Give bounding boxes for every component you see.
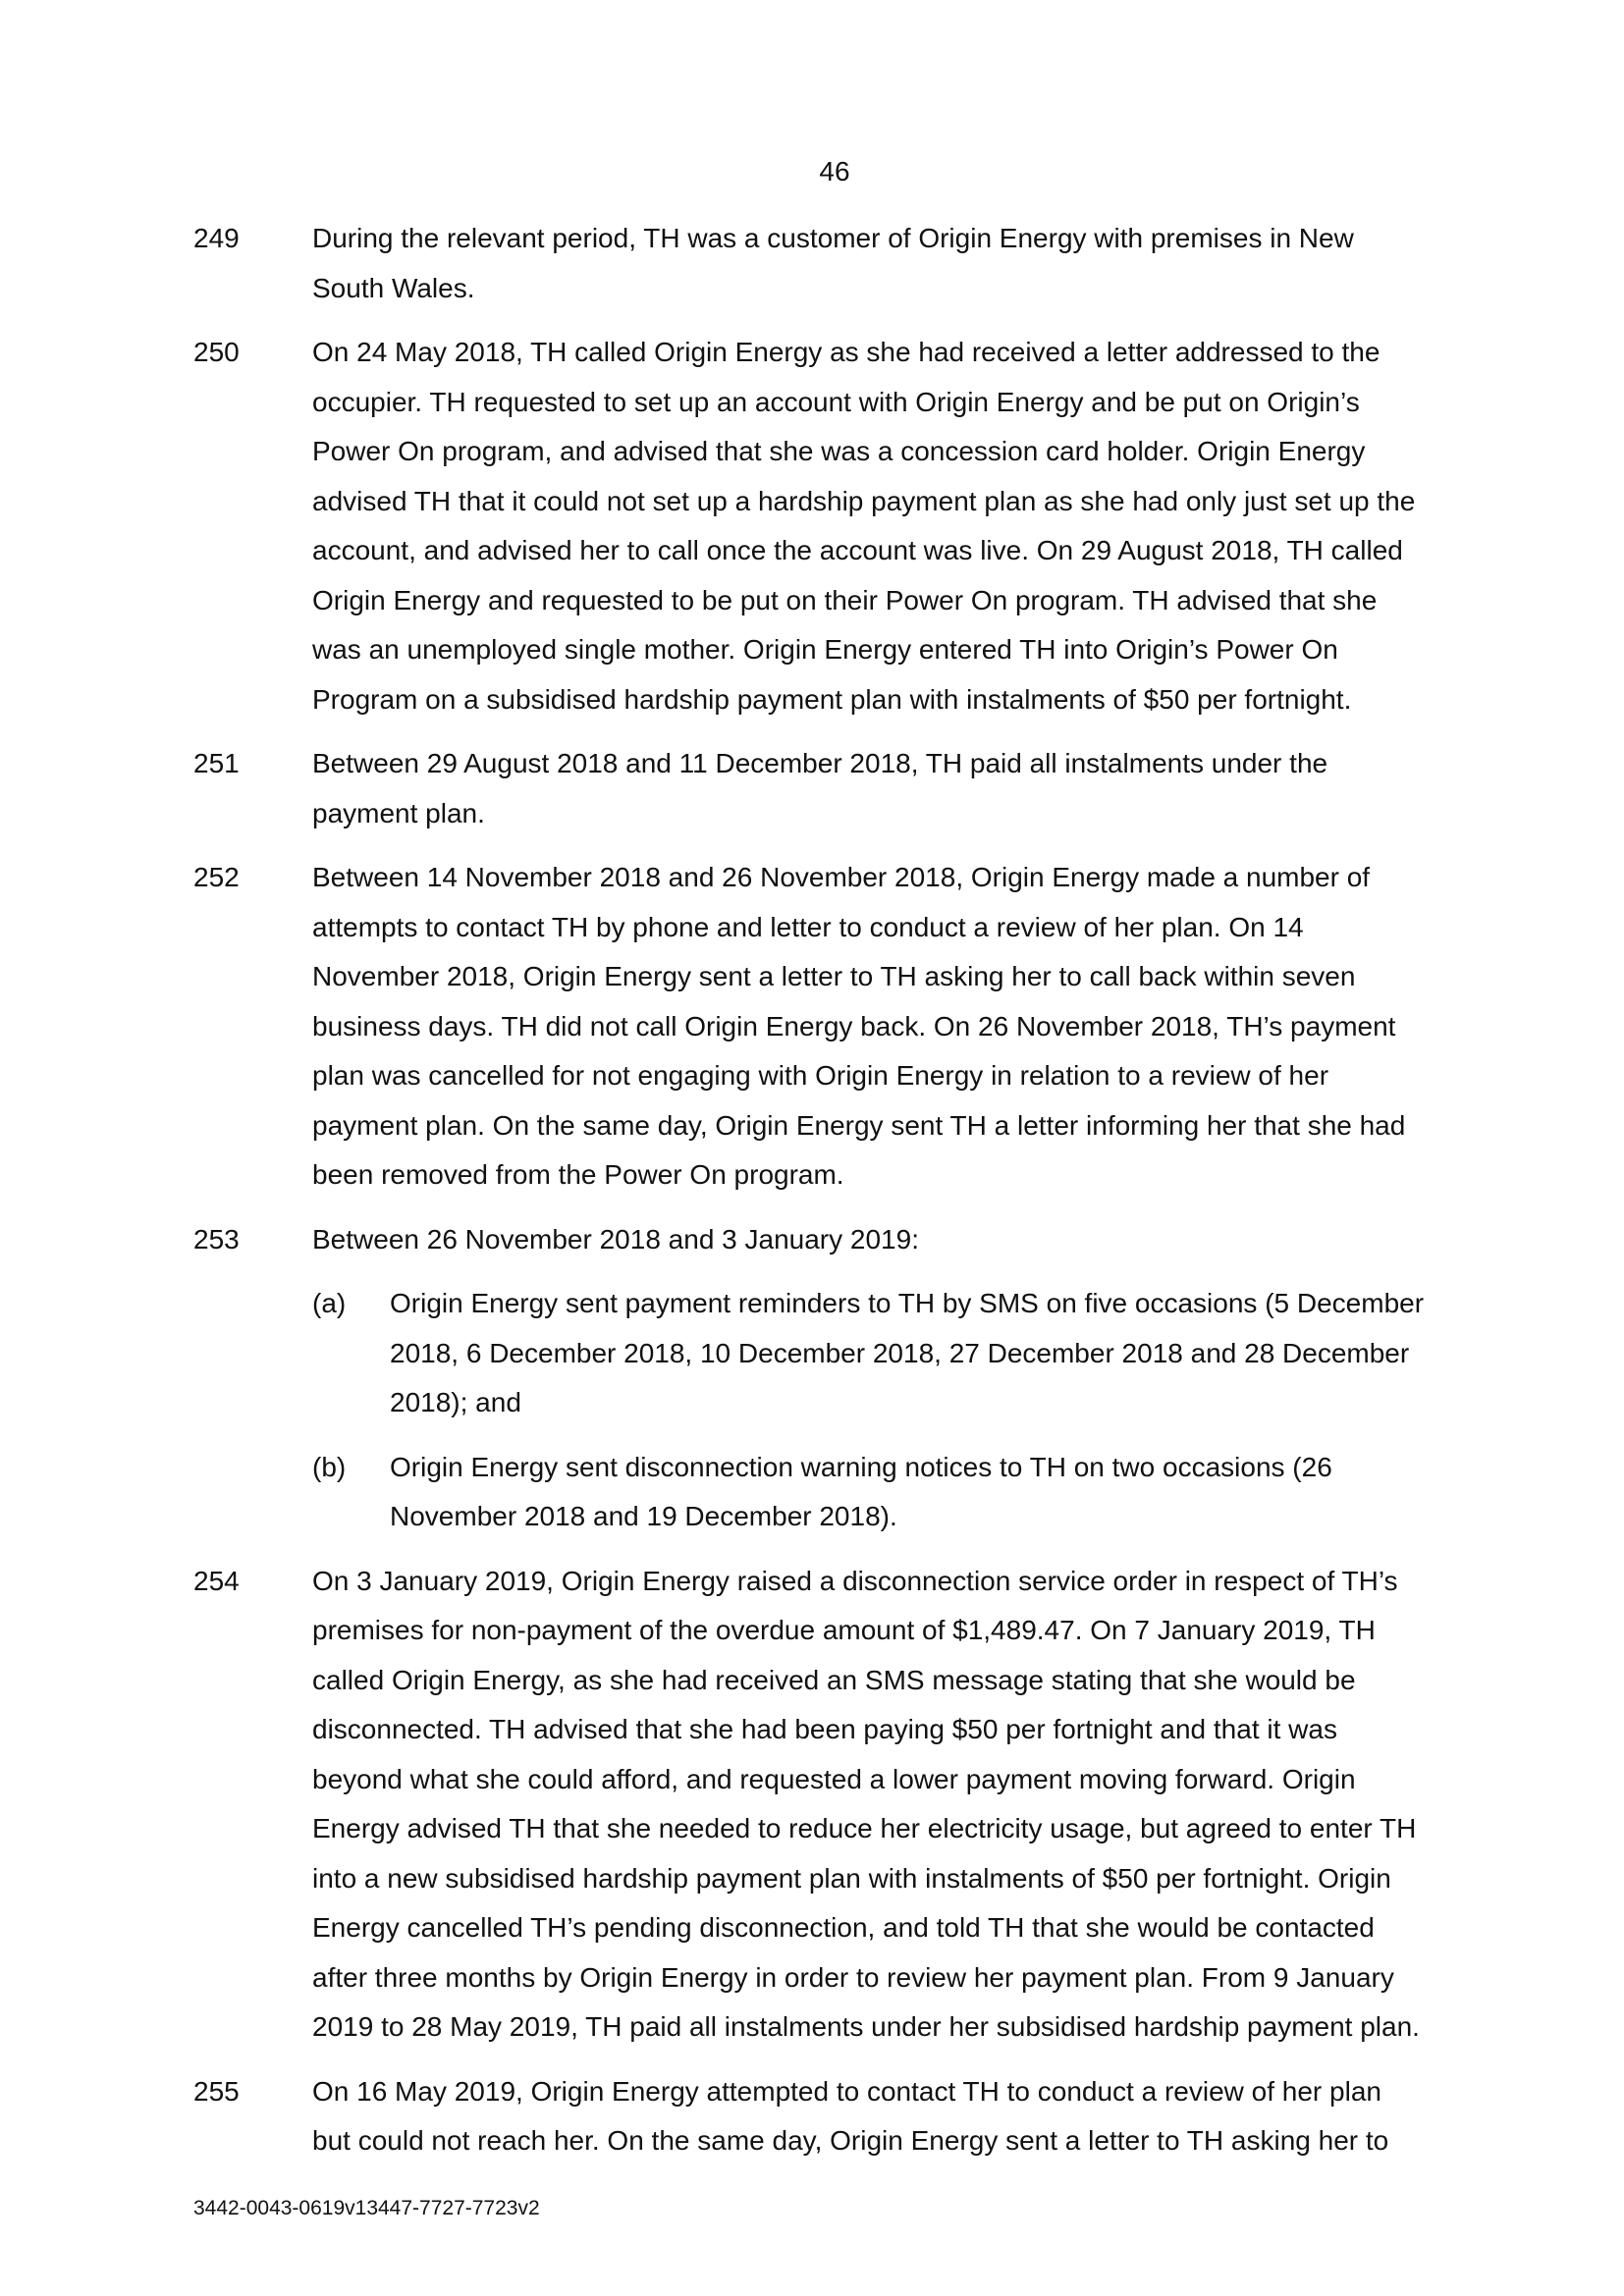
text-line: Origin Energy and requested to be put on their Power On program. TH advised that she <box>312 584 1378 615</box>
sub-paragraph-label: (b) <box>312 1451 347 1482</box>
text-line: Between 14 November 2018 and 26 November 2018, Origin Energy made a number of <box>312 862 1371 892</box>
sub-paragraph-text <box>390 1279 1492 1428</box>
text-line: Between 29 August 2018 and 11 December 2018, TH paid all instalments under the <box>312 748 1328 778</box>
paragraph-text <box>312 1215 1490 1265</box>
text-line: Power On program, and advised that she was a concession card holder. Origin Energy <box>312 436 1366 466</box>
paragraph-250 <box>0 328 1624 724</box>
paragraph-number: 255 <box>193 2075 240 2107</box>
paragraph-text <box>312 1557 1490 2053</box>
paragraph-251 <box>0 739 1624 838</box>
text-line: called Origin Energy, as she had received an SMS message stating that she would be <box>312 1664 1356 1695</box>
sub-paragraph <box>0 1279 1624 1428</box>
text-line: been removed from the Power On program. <box>312 1159 844 1190</box>
sub-paragraph-list <box>0 1279 1624 1542</box>
text-line: Origin Energy sent payment reminders to TH by SMS on five occasions (5 December <box>390 1288 1425 1318</box>
text-line: disconnected. TH advised that she had been paying $50 per fortnight and that it was <box>312 1714 1337 1744</box>
text-line: During the relevant period, TH was a customer of Origin Energy with premises in New <box>312 223 1354 253</box>
text-line: Between 26 November 2018 and 3 January 2019: <box>312 1223 919 1255</box>
text-line: 2018); and <box>390 1387 521 1417</box>
sub-paragraph-label: (a) <box>312 1288 347 1318</box>
text-line: Origin Energy sent disconnection warning notices to TH on two occasions (26 <box>390 1451 1332 1482</box>
paragraph-number: 249 <box>193 223 240 253</box>
text-line: payment plan. <box>312 797 485 828</box>
paragraph-255 <box>0 2067 1624 2166</box>
paragraph-text <box>312 2067 1490 2166</box>
paragraph-number: 251 <box>193 748 240 778</box>
page-number: 46 <box>819 156 850 187</box>
paragraph-number: 250 <box>193 337 240 367</box>
text-line: 2018, 6 December 2018, 10 December 2018, 27 December 2018 and 28 December <box>390 1337 1410 1368</box>
text-line: November 2018, Origin Energy sent a letter to TH asking her to call back within seven <box>312 961 1356 991</box>
text-line: On 3 January 2019, Origin Energy raised a disconnection service order in respect of TH’s <box>312 1565 1398 1596</box>
paragraph-249 <box>0 214 1624 313</box>
text-line: Energy advised TH that she needed to reduce her electricity usage, but agreed to enter TH <box>312 1813 1417 1843</box>
paragraph-number: 252 <box>193 862 240 892</box>
text-line: into a new subsidised hardship payment plan with instalments of $50 per fortnight. Origin <box>312 1862 1391 1894</box>
text-line: attempts to contact TH by phone and letter to conduct a review of her plan. On 14 <box>312 911 1304 942</box>
document-body <box>0 214 1624 2181</box>
text-line: On 16 May 2019, Origin Energy attempted to contact TH to conduct a review of her plan <box>312 2075 1381 2107</box>
text-line: after three months by Origin Energy in order to review her payment plan. From 9 January <box>312 1961 1394 1993</box>
text-line: advised TH that it could not set up a hardship payment plan as she had only just set up the <box>312 485 1416 516</box>
text-line: occupier. TH requested to set up an account with Origin Energy and be put on Origin’s <box>312 386 1360 417</box>
text-line: but could not reach her. On the same day, Origin Energy sent a letter to TH asking her to <box>312 2125 1389 2156</box>
sub-paragraph-text <box>390 1443 1492 1542</box>
text-line: premises for non-payment of the overdue amount of $1,489.47. On 7 January 2019, TH <box>312 1615 1376 1645</box>
text-line: On 24 May 2018, TH called Origin Energy as she had received a letter addressed to the <box>312 337 1380 367</box>
text-line: 2019 to 28 May 2019, TH paid all instalments under her subsidised hardship payment plan. <box>312 2011 1420 2042</box>
paragraph-252 <box>0 853 1624 1201</box>
sub-paragraph <box>0 1443 1624 1542</box>
text-line: account, and advised her to call once the account was live. On 29 August 2018, TH called <box>312 535 1403 565</box>
paragraph-number: 254 <box>193 1565 240 1596</box>
text-line: South Wales. <box>312 272 475 303</box>
text-line: Program on a subsidised hardship payment plan with instalments of $50 per fortnight. <box>312 683 1352 715</box>
paragraph-text <box>312 214 1490 313</box>
paragraph-text <box>312 739 1490 838</box>
text-line: beyond what she could afford, and requested a lower payment moving forward. Origin <box>312 1763 1356 1794</box>
paragraph-254 <box>0 1557 1624 2053</box>
text-line: Energy cancelled TH’s pending disconnection, and told TH that she would be contacted <box>312 1912 1375 1943</box>
text-line: was an unemployed single mother. Origin Energy entered TH into Origin’s Power On <box>312 634 1338 665</box>
paragraph-253 <box>0 1215 1624 1542</box>
paragraph-text <box>312 853 1490 1201</box>
text-line: plan was cancelled for not engaging with Origin Energy in relation to a review of her <box>312 1060 1329 1091</box>
paragraph-text <box>312 328 1490 724</box>
text-line: November 2018 and 19 December 2018). <box>390 1501 897 1531</box>
text-line: payment plan. On the same day, Origin Energy sent TH a letter informing her that she had <box>312 1109 1406 1141</box>
paragraph-number: 253 <box>193 1223 240 1255</box>
footer-document-reference: 3442-0043-0619v13447-7727-7723v2 <box>193 2197 540 2219</box>
text-line: business days. TH did not call Origin Energy back. On 26 November 2018, TH’s payment <box>312 1010 1396 1041</box>
